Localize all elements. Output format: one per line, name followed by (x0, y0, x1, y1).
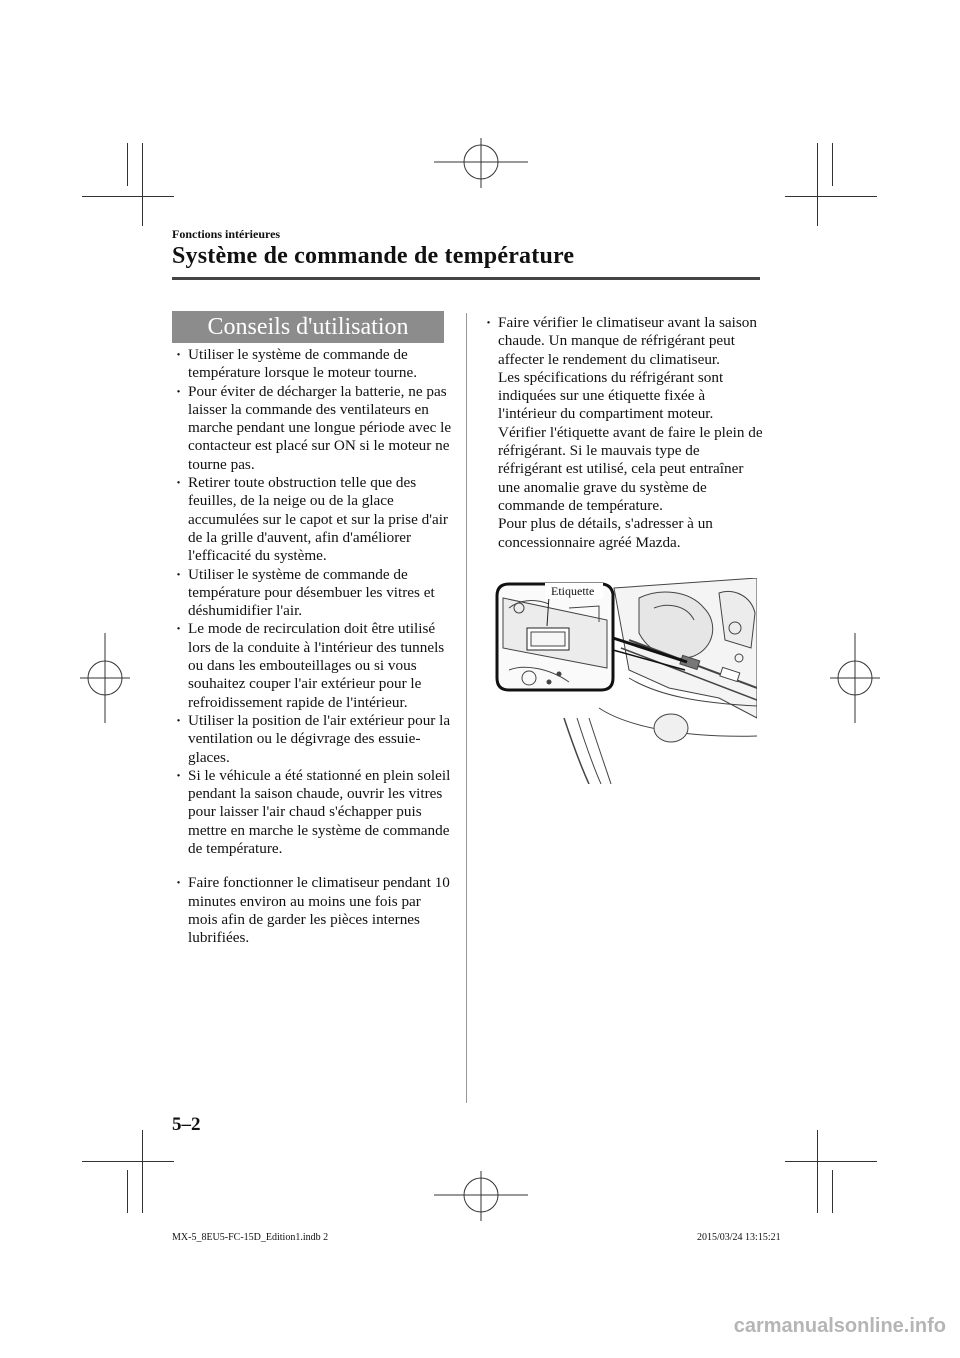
list-item: · Retirer toute obstruction telle que des feuilles, de la neige ou de la glace accumulées sur le capot et sur la prise d'air de la grille d'auvent, afin d'améliorer l'efficacité du système. (172, 474, 452, 565)
engine-illustration (489, 578, 757, 784)
engine-compartment-figure (489, 578, 757, 784)
paragraph: Les spécifications du réfrigérant sont indiquées sur une étiquette fixée à l'intérieur du compartiment moteur. Vérifier l'étiquette avant de faire le plein de réfrigérant. Si le mauvais type de réfrigérant est utilisé, cela peut entraîner une anomalie grave du système de commande de température. (498, 368, 763, 514)
list-item: · Utiliser le système de commande de température lorsque le moteur tourne. (172, 346, 452, 383)
registration-mark-right (830, 633, 880, 723)
list-item: · Le mode de recirculation doit être utilisé lors de la conduite à l'intérieur des tunnels ou dans les embouteillages ou si vous souhaitez couper l'air extérieur pour le refroidissement rapide de l'intérieur. (172, 620, 452, 711)
list-item: · Si le véhicule a été stationné en plein soleil pendant la saison chaude, ouvrir les vitres pour laisser l'air chaud s'échapper puis mettre en marche le système de commande de température. (172, 767, 452, 858)
column-divider (466, 313, 467, 1103)
registration-mark-bottom (434, 1171, 528, 1221)
tips-list-continued (482, 314, 764, 552)
title-divider (172, 277, 760, 280)
paragraph: · Faire vérifier le climatiseur avant la saison chaude. Un manque de réfrigérant peut affecter le rendement du climatiseur. (498, 314, 757, 368)
paragraph: Pour plus de détails, s'adresser à un concessionnaire agréé Mazda. (498, 515, 713, 551)
watermark[interactable]: carmanualsonline.info (733, 1315, 946, 1337)
footer-timestamp: 2015/03/24 13:15:21 (697, 1232, 781, 1243)
list-item: · Faire fonctionner le climatiseur pendant 10 minutes environ au moins une fois par mois afin de garder les pièces internes lubrifiées. (172, 874, 452, 947)
left-column (172, 346, 452, 948)
list-item: · Pour éviter de décharger la batterie, ne pas laisser la commande des ventilateurs en marche pendant une longue période avec le contacteur est placé sur ON si le moteur ne tourne pas. (172, 383, 452, 474)
registration-mark-left (80, 633, 130, 723)
list-item: · Utiliser le système de commande de température pour désembuer les vitres et déshumidifier l'air. (172, 566, 452, 621)
page-title: Système de commande de température (172, 243, 575, 269)
footer-file: MX-5_8EU5-FC-15D_Edition1.indb 2 (172, 1232, 329, 1243)
list-item: · Utiliser la position de l'air extérieur pour la ventilation ou le dégivrage des essuie-glaces. (172, 712, 452, 767)
right-column (482, 314, 764, 552)
label-callout: Etiquette (551, 584, 595, 598)
page-number: 5–2 (172, 1114, 201, 1135)
section-label: Fonctions intérieures (172, 227, 281, 241)
tips-list (172, 346, 452, 948)
tips-banner: Conseils d'utilisation (172, 311, 444, 343)
list-item (482, 314, 764, 552)
registration-mark-top (434, 138, 528, 188)
